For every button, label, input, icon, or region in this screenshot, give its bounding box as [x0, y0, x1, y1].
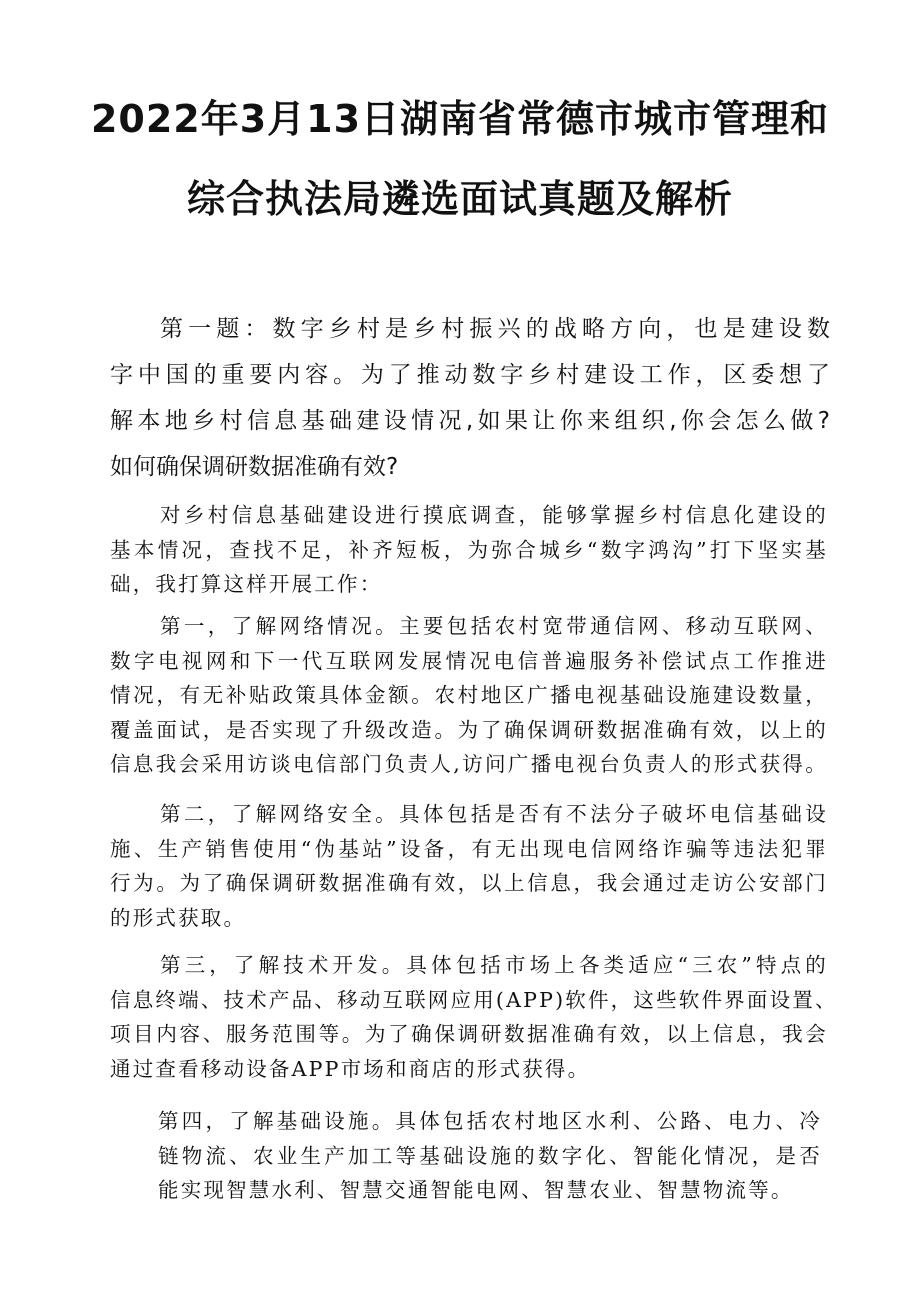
paragraph-line: 施、生产销售使用“伪基站”设备，有无出现电信网络诈骗等违法犯罪 [110, 836, 828, 861]
paragraph-line: 基本情况，查找不足，补齐短板，为弥合城乡“数字鸿沟”打下坚实基 [110, 537, 828, 562]
paragraph-line: 项目内容、服务范围等。为了确保调研数据准确有效，以上信息，我会 [110, 1022, 828, 1046]
question-line: 第一题：数字乡村是乡村振兴的战略方向，也是建设数 [160, 316, 830, 342]
paragraph-line: 能实现智慧水利、智慧交通智能电网、智慧农业、智慧物流等。 [158, 1178, 794, 1202]
paragraph-line: 第二，了解网络安全。具体包括是否有不法分子破坏电信基础设 [160, 802, 828, 826]
paragraph-line: 对乡村信息基础建设进行摸底调查，能够掌握乡村信息化建设的 [160, 503, 828, 527]
question-text [110, 306, 830, 490]
answer-paragraph-intro [110, 498, 828, 602]
paragraph-line: 础，我打算这样开展工作： [110, 572, 383, 596]
paragraph-line: 数字电视网和下一代互联网发展情况电信普遍服务补偿试点工作推进 [110, 648, 828, 673]
answer-paragraph-infrastructure [158, 1104, 822, 1208]
paragraph-line: 第三，了解技术开发。具体包括市场上各类适应“三农”特点的 [160, 953, 828, 977]
document-title-line-2: 综合执法局遴选面试真题及解析 [186, 177, 733, 221]
paragraph-line: 情况，有无补贴政策具体金额。农村地区广播电视基础设施建设数量， [110, 683, 828, 707]
paragraph-line: 通过查看移动设备APP市场和商店的形式获得。 [110, 1056, 591, 1081]
paragraph-line: 信息终端、技术产品、移动互联网应用(APP)软件，这些软件界面设置、 [110, 987, 838, 1012]
answer-paragraph-technology [110, 948, 838, 1086]
answer-paragraph-network [110, 609, 828, 782]
paragraph-line: 的形式获取。 [110, 905, 247, 930]
paragraph-line: 第一，了解网络情况。主要包括农村宽带通信网、移动互联网、 [160, 614, 828, 638]
paragraph-line: 信息我会采用访谈电信部门负责人,访问广播电视台负责人的形式获得。 [110, 752, 828, 776]
paragraph-line: 覆盖面试，是否实现了升级改造。为了确保调研数据准确有效，以上的 [110, 717, 828, 742]
document-title-line-1: 2022年3月13日湖南省常德市城市管理和 [90, 97, 830, 141]
paragraph-line: 第四，了解基础设施。具体包括农村地区水利、公路、电力、冷 [158, 1109, 822, 1133]
paragraph-line: 行为。为了确保调研数据准确有效，以上信息，我会通过走访公安部门 [110, 871, 828, 895]
paragraph-line: 链物流、农业生产加工等基础设施的数字化、智能化情况，是否 [158, 1143, 822, 1168]
question-line: 字中国的重要内容。为了推动数字乡村建设工作，区委想了 [110, 362, 830, 388]
question-line: 如何确保调研数据准确有效? [110, 454, 399, 480]
answer-paragraph-security [110, 797, 828, 935]
question-line: 解本地乡村信息基础建设情况,如果让你来组织,你会怎么做? [110, 408, 830, 434]
